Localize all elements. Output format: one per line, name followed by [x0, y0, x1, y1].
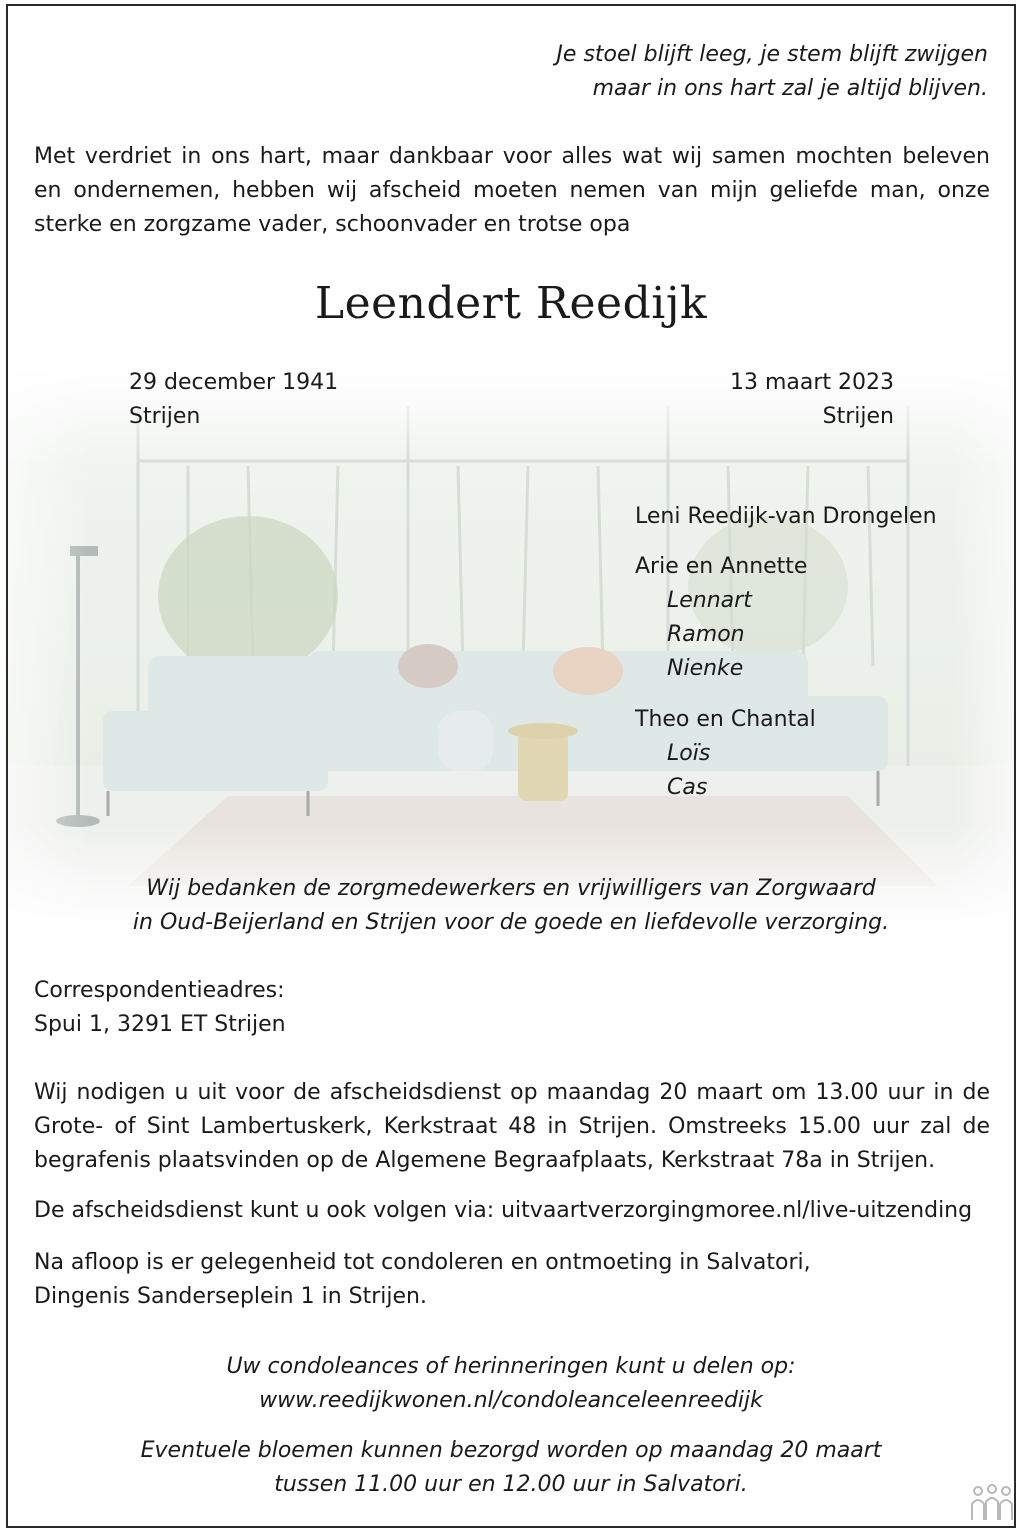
- correspondence-address: Spui 1, 3291 ET Strijen: [34, 1012, 286, 1037]
- service-line-2: Grote- of Sint Lambertuskerk, Kerkstraat 48 in Strijen. Omstreeks 15.00 uur zal de: [34, 1114, 990, 1139]
- condolence-meeting-line-2: Dingenis Sanderseplein 1 in Strijen.: [34, 1284, 427, 1309]
- obituary-card: [6, 4, 1016, 1528]
- birth-place: Strijen: [129, 404, 201, 429]
- family-couple-2: Theo en Chantal: [635, 707, 816, 732]
- thanks-line-2: in Oud-Beijerland en Strijen voor de goede en liefdevolle verzorging.: [132, 910, 890, 935]
- intro-line-1: Met verdriet in ons hart, maar dankbaar voor alles wat wij samen mochten beleven: [34, 144, 990, 169]
- intro-line-3: sterke en zorgzame vader, schoonvader en trotse opa: [34, 212, 631, 237]
- poem-line-2: maar in ons hart zal je altijd blijven.: [592, 76, 988, 101]
- death-place: Strijen: [822, 404, 894, 429]
- family-grandchild: Ramon: [667, 622, 745, 647]
- online-condolences-url: www.reedijkwonen.nl/condoleanceleenreedijk: [259, 1388, 763, 1413]
- service-line-3: begrafenis plaatsvinden op de Algemene Begraafplaats, Kerkstraat 78a in Strijen.: [34, 1148, 936, 1173]
- family-couple-1: Arie en Annette: [635, 554, 808, 579]
- family-spouse: Leni Reedijk-van Drongelen: [635, 504, 937, 529]
- livestream-info: De afscheidsdienst kunt u ook volgen via: uitvaartverzorgingmoree.nl/live-uitzending: [34, 1198, 973, 1223]
- family-grandchild: Loïs: [667, 741, 711, 766]
- deceased-name: Leendert Reedijk: [314, 278, 708, 329]
- correspondence-label: Correspondentieadres:: [34, 978, 285, 1003]
- family-grandchild: Lennart: [667, 588, 752, 613]
- online-condolences-line-1: Uw condoleances of herinneringen kunt u delen op:: [226, 1354, 796, 1379]
- condolence-meeting-line-1: Na afloop is er gelegenheid tot condoleren en ontmoeting in Salvatori,: [34, 1250, 811, 1275]
- living-room-photo: [8, 366, 1014, 926]
- poem-line-1: Je stoel blijft leeg, je stem blijft zwijgen: [556, 42, 988, 67]
- family-figures-icon: [968, 1484, 1016, 1524]
- birth-date: 29 december 1941: [129, 370, 339, 395]
- intro-line-2: en ondernemen, hebben wij afscheid moeten nemen van mijn geliefde man, onze: [34, 178, 990, 203]
- flowers-line-1: Eventuele bloemen kunnen bezorgd worden op maandag 20 maart: [140, 1438, 882, 1463]
- family-grandchild: Nienke: [667, 656, 744, 681]
- death-date: 13 maart 2023: [729, 370, 894, 395]
- flowers-line-2: tussen 11.00 uur en 12.00 uur in Salvatori.: [274, 1472, 748, 1497]
- thanks-line-1: Wij bedanken de zorgmedewerkers en vrijwilligers van Zorgwaard: [146, 876, 876, 901]
- family-grandchild: Cas: [667, 775, 708, 800]
- service-line-1: Wij nodigen u uit voor de afscheidsdienst op maandag 20 maart om 13.00 uur in de: [34, 1080, 990, 1105]
